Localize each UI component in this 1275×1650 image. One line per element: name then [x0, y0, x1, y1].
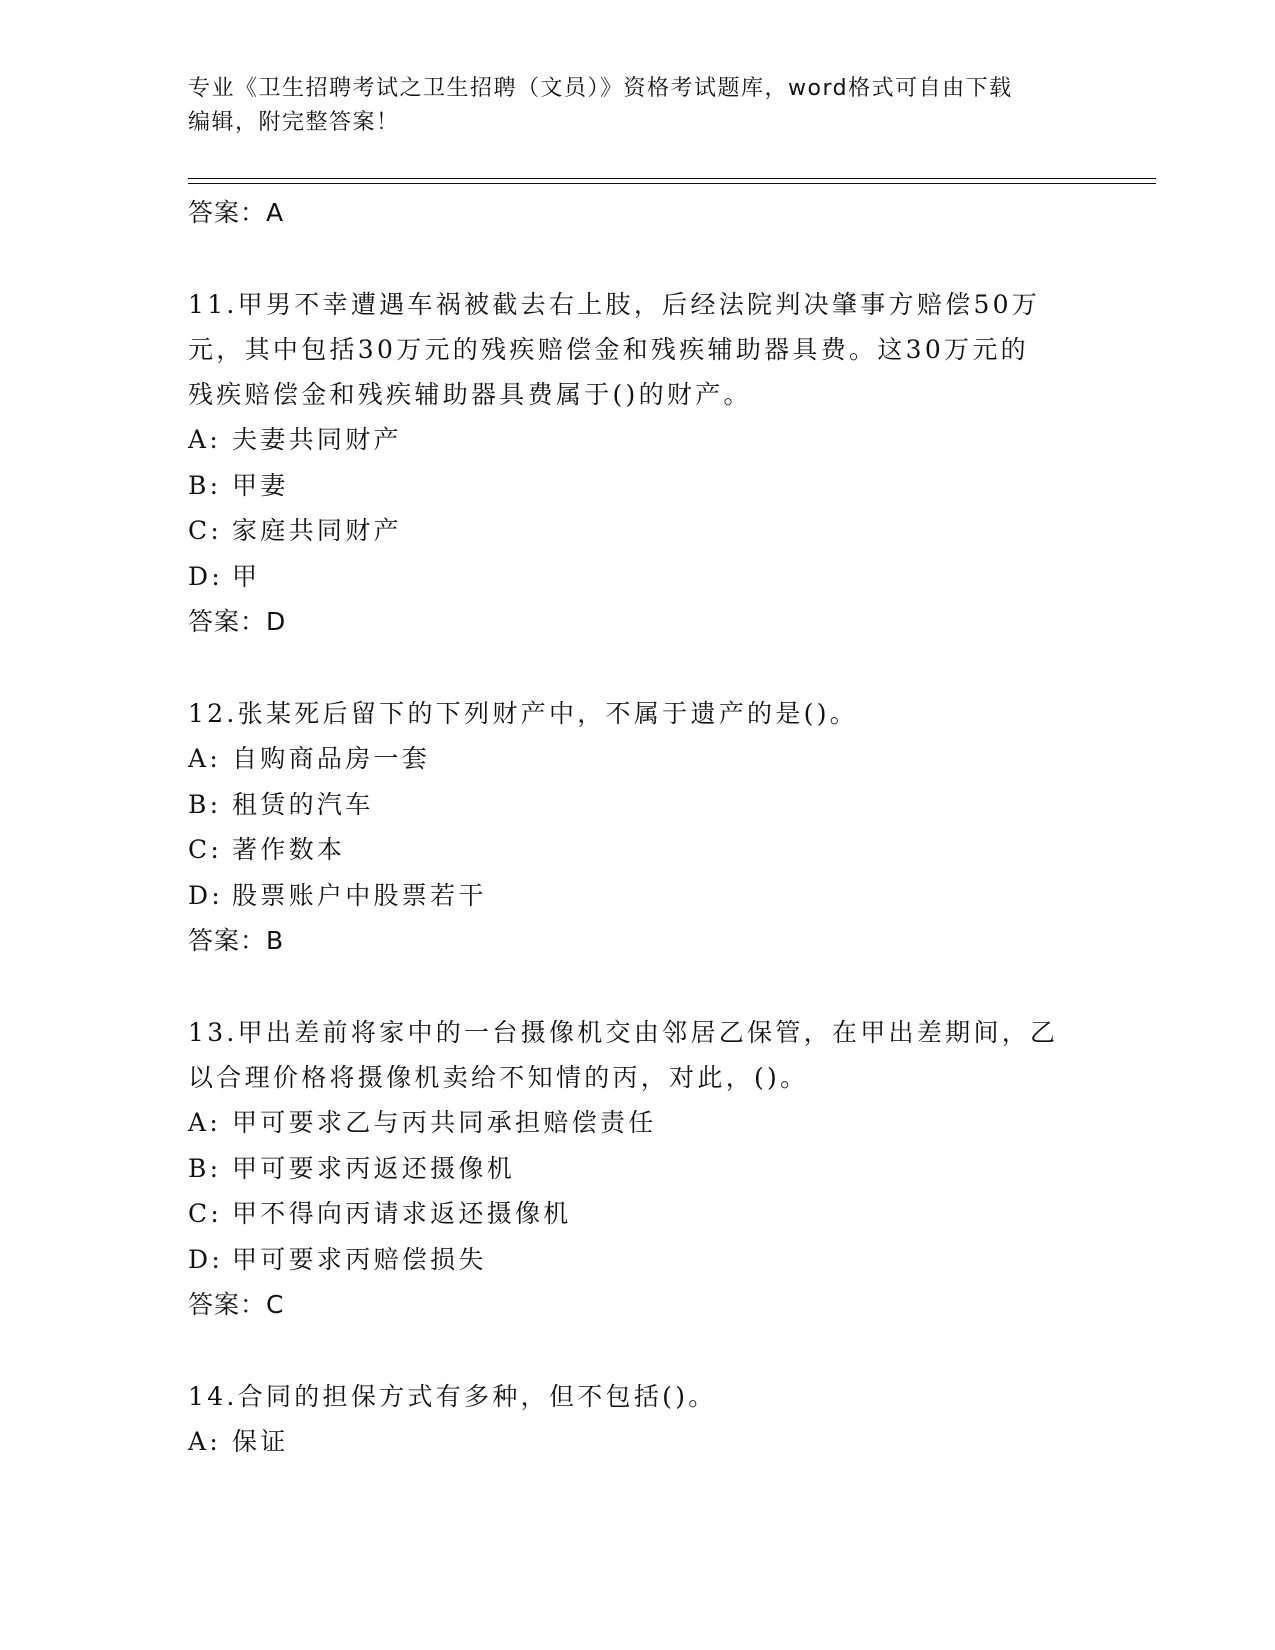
option-key: D:: [188, 880, 224, 910]
option-key: C:: [188, 516, 223, 545]
option-text: 保证: [232, 1427, 289, 1456]
option-text: 家庭共同财产: [232, 516, 402, 545]
option-text: 甲不得向丙请求返还摄像机: [232, 1199, 572, 1228]
stem-line: 14.合同的担保方式有多种，但不包括()。: [188, 1382, 717, 1411]
answer-value: D: [266, 607, 287, 636]
option-key: B:: [188, 789, 222, 819]
answer-line: [188, 599, 1088, 645]
option-key: A:: [188, 744, 222, 773]
stem-line: 12.张某死后留下的下列财产中，不属于遗产的是()。: [188, 699, 859, 728]
header-line-2: 编辑，附完整答案！: [188, 110, 400, 135]
question-stem: [188, 691, 1088, 736]
stem-line: 13.甲出差前将家中的一台摄像机交由邻居乙保管，在甲出差期间，乙: [188, 1018, 1059, 1047]
option-d: [188, 554, 1088, 600]
option-d: [188, 873, 1088, 919]
question-14: [188, 1374, 1088, 1465]
question-stem: [188, 282, 1088, 417]
option-text: 著作数本: [232, 835, 346, 864]
header-divider-top: [188, 178, 1156, 179]
header-divider-bottom: [188, 183, 1156, 184]
answer-value: A: [266, 198, 285, 227]
question-11: [188, 282, 1088, 645]
option-c: [188, 827, 1088, 873]
question-stem: [188, 1010, 1088, 1100]
answer-line: [188, 190, 1088, 236]
stem-line: 11.甲男不幸遭遇车祸被截去右上肢，后经法院判决肇事方赔偿50万: [188, 290, 1041, 319]
answer-line: [188, 1282, 1088, 1328]
question-list: [188, 190, 1088, 1465]
option-c: [188, 1191, 1088, 1237]
option-key: B:: [188, 1153, 222, 1183]
stem-line: 元，其中包括30万元的残疾赔偿金和残疾辅助器具费。这30万元的: [188, 335, 1029, 364]
answer-value: B: [266, 926, 285, 955]
answer-value: C: [266, 1290, 285, 1319]
option-text: 甲: [232, 561, 261, 591]
question-stem: [188, 1374, 1088, 1419]
option-key: A:: [188, 425, 222, 454]
answer-label: 答案：: [188, 198, 267, 227]
option-key: A:: [188, 1427, 222, 1456]
option-d: [188, 1237, 1088, 1283]
option-b: [188, 463, 1088, 509]
answer-label: 答案：: [188, 1290, 267, 1319]
stem-line: 残疾赔偿金和残疾辅助器具费属于()的财产。: [188, 380, 752, 409]
option-text: 甲妻: [232, 470, 289, 500]
option-text: 甲可要求丙返还摄像机: [232, 1153, 516, 1183]
option-key: D:: [188, 1244, 224, 1274]
option-key: C:: [188, 1199, 223, 1228]
option-text: 租赁的汽车: [232, 789, 374, 819]
answer-label: 答案：: [188, 926, 267, 955]
answer-label: 答案：: [188, 607, 267, 636]
answer-line: [188, 918, 1088, 964]
option-a: [188, 1419, 1088, 1465]
question-13: [188, 1010, 1088, 1328]
question-12: [188, 691, 1088, 964]
option-key: A:: [188, 1108, 222, 1137]
option-a: [188, 736, 1088, 782]
option-text: 夫妻共同财产: [232, 425, 402, 454]
option-text: 甲可要求丙赔偿损失: [232, 1244, 487, 1274]
option-a: [188, 417, 1088, 463]
option-a: [188, 1100, 1088, 1146]
option-key: D:: [188, 561, 224, 591]
header-line-1: 专业《卫生招聘考试之卫生招聘（文员）》资格考试题库，word格式可自由下载: [188, 76, 1013, 101]
option-key: C:: [188, 835, 223, 864]
option-key: B:: [188, 470, 222, 500]
option-b: [188, 1146, 1088, 1192]
option-text: 甲可要求乙与丙共同承担赔偿责任: [232, 1108, 657, 1137]
option-c: [188, 508, 1088, 554]
document-header: [188, 72, 1088, 140]
option-text: 自购商品房一套: [232, 744, 431, 773]
option-b: [188, 782, 1088, 828]
stem-line: 以合理价格将摄像机卖给不知情的丙，对此，()。: [188, 1063, 809, 1092]
option-text: 股票账户中股票若干: [232, 880, 487, 910]
